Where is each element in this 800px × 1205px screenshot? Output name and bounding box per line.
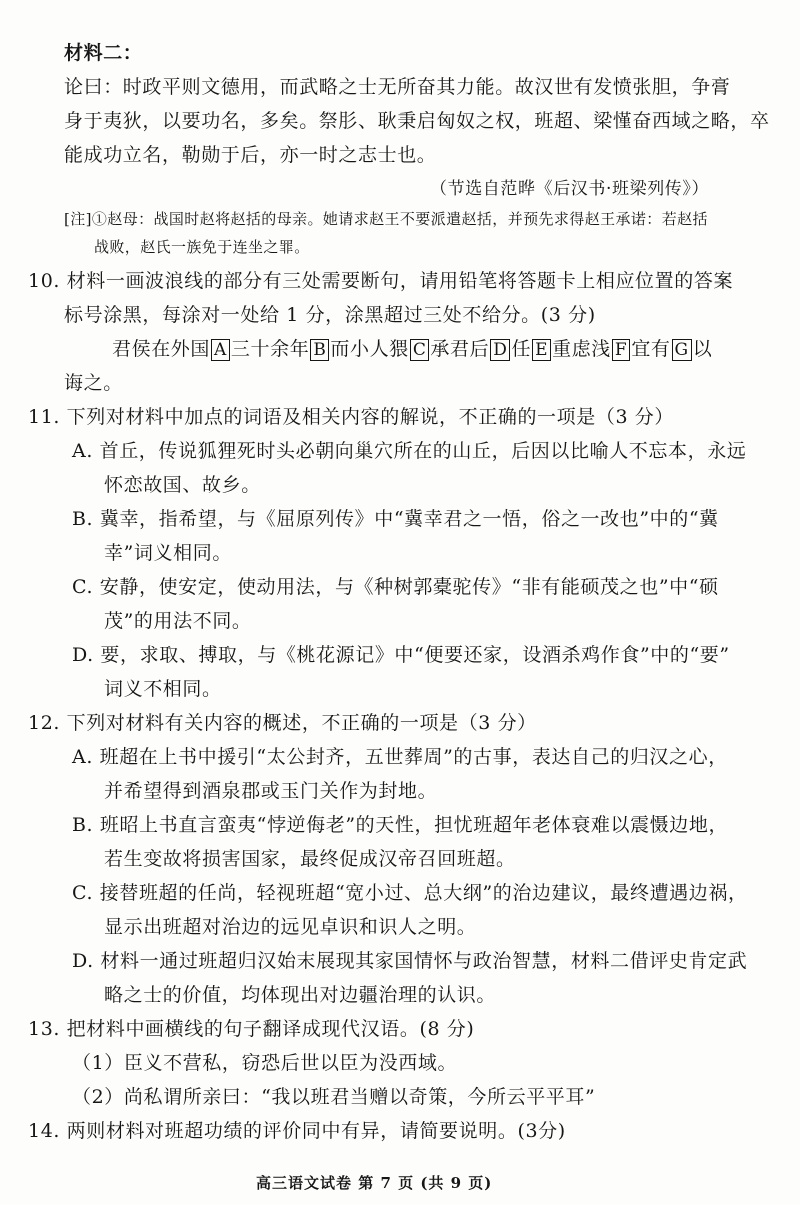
question-11-stem: 11. 下列对材料中加点的词语及相关内容的解说，不正确的一项是（3 分） [28,406,674,428]
option-c-cont: 茂”的用法不同。 [104,610,252,632]
option-b[interactable]: B. 冀幸，指希望，与《屈原列传》中“冀幸君之一悟，俗之一改也”中的“冀 [72,508,719,530]
translation-item: （2）尚私谓所亲曰：“我以班君当赠以奇策，今所云平平耳” [72,1086,596,1108]
material-line: 论曰：时政平则文德用，而武略之士无所奋其力能。故汉世有发愤张胆，争膏 [64,76,731,98]
sentence-segment: 而小人猥 [330,338,409,360]
break-marker-e[interactable]: E [532,339,551,361]
material-heading: 材料二： [64,42,143,64]
option-a[interactable]: A. 首丘，传说狐狸死时头必朝向巢穴所在的山丘，后因以比喻人不忘本，永远 [72,440,747,462]
translation-item: （1）臣义不营私，窃恐后世以臣为没西域。 [72,1052,458,1074]
sentence-segment: 宜有 [631,338,671,360]
question-12-stem: 12. 下列对材料有关内容的概述，不正确的一项是（3 分） [28,712,537,734]
option-b[interactable]: B. 班昭上书直言蛮夷“悖逆侮老”的天性，担忧班超年老体衰难以震慑边地， [72,814,729,836]
sentence-segment: 承君后 [430,338,490,360]
question-10-stem-cont: 标号涂黑，每涂对一处给 1 分，涂黑超过三处不给分。(3 分) [64,304,596,326]
break-marker-b[interactable]: B [310,339,329,361]
question-14-stem: 14. 两则材料对班超功绩的评价同中有异，请简要说明。(3分) [28,1120,566,1142]
question-10-stem: 10. 材料一画波浪线的部分有三处需要断句，请用铅笔将答题卡上相应位置的答案 [28,270,734,292]
page-footer: 高三语文试卷 第 7 页 (共 9 页) [256,1174,493,1192]
option-d[interactable]: D. 材料一通过班超归汉始末展现其家国情怀与政治智慧，材料二借评史肯定武 [72,950,748,972]
option-b-cont: 若生变故将损害国家，最终促成汉帝召回班超。 [104,848,516,870]
sentence-segment: 重虑浅 [552,338,611,360]
break-marker-a[interactable]: A [211,339,230,361]
option-c-cont: 显示出班超对治边的远见卓识和识人之明。 [104,916,477,938]
sentence-segment: 君侯在外国 [112,338,211,360]
option-b-cont: 幸”词义相同。 [104,542,232,564]
option-d-cont: 词义不相同。 [104,678,222,700]
option-c[interactable]: C. 安静，使安定，使动用法，与《种树郭橐驼传》“非有能硕茂之也”中“硕 [72,576,719,598]
punctuation-sentence [112,334,712,361]
break-marker-c[interactable]: C [410,339,430,361]
break-marker-d[interactable]: D [490,339,510,361]
option-a-cont: 并希望得到酒泉郡或玉门关作为封地。 [104,780,438,802]
annotation-line: 战败，赵氏一族免于连坐之罪。 [94,238,310,256]
option-d-cont: 略之士的价值，均体现出对边疆治理的认识。 [104,984,497,1006]
material-source: （节选自范晔《后汉书·班梁列传》） [430,179,710,199]
material-line: 能成功立名，勒勋于后，亦一时之志士也。 [64,144,437,166]
option-a[interactable]: A. 班超在上书中援引“太公封齐，五世葬周”的古事，表达自己的归汉之心， [72,746,728,768]
option-a-cont: 怀恋故国、故乡。 [104,474,261,496]
sentence-segment: 三十余年 [230,338,310,360]
break-marker-f[interactable]: F [612,339,630,361]
question-13-stem: 13. 把材料中画横线的句子翻译成现代汉语。(8 分) [28,1018,475,1040]
sentence-tail: 诲之。 [64,372,123,394]
break-marker-g[interactable]: G [672,339,692,361]
material-line: 身于夷狄，以要功名，多矣。祭肜、耿秉启匈奴之权，班超、梁慬奋西域之略，卒 [64,110,770,132]
sentence-segment: 以 [692,338,713,360]
sentence-segment: 任 [511,338,532,360]
annotation-line: [注]①赵母：战国时赵将赵括的母亲。她请求赵王不要派遣赵括，并预先求得赵王承诺：若赵括 [64,210,708,228]
option-d[interactable]: D. 要，求取、搏取，与《桃花源记》中“便要还家，设酒杀鸡作食”中的“要” [72,644,730,666]
option-c[interactable]: C. 接替班超的任尚，轻视班超“宽小过、总大纲”的治边建议，最终遭遇边祸， [72,882,748,904]
